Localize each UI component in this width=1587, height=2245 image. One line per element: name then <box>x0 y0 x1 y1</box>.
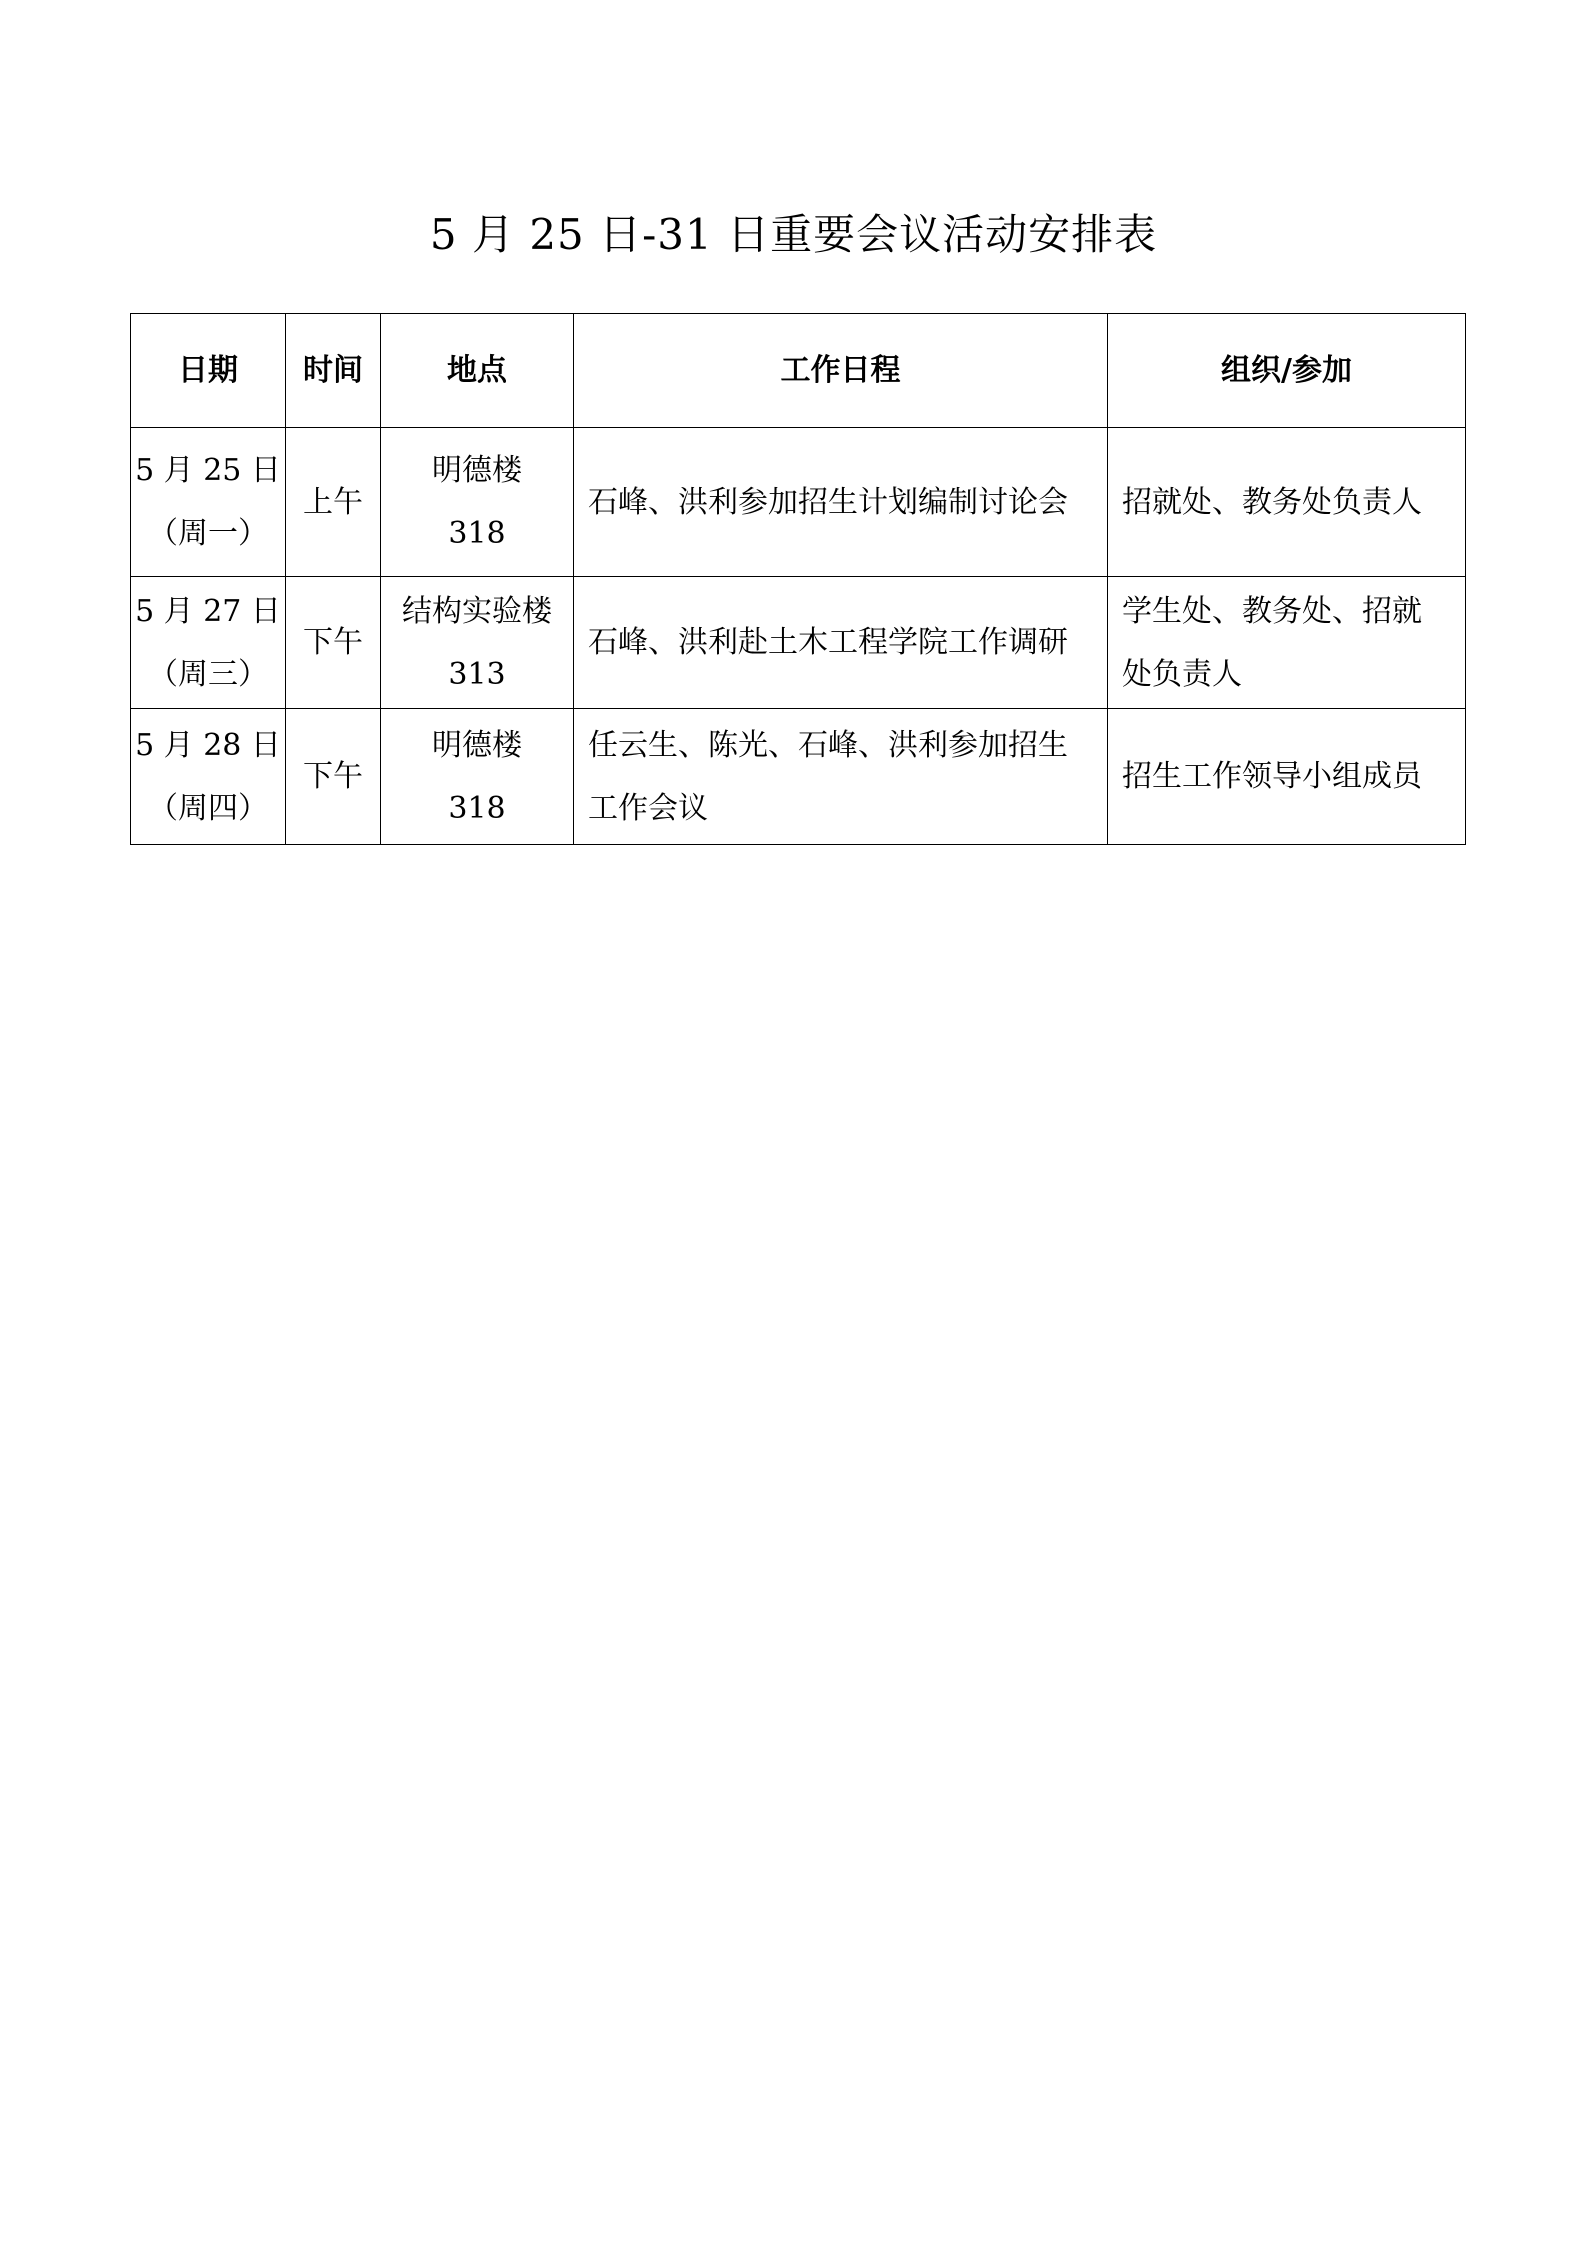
header-organizer: 组织/参加 <box>1108 314 1466 428</box>
time-cell: 下午 <box>286 577 381 709</box>
agenda-text: 石峰、洪利参加招生计划编制讨论会 <box>588 484 1068 520</box>
header-location: 地点 <box>381 314 574 428</box>
weekday-text: （周四） <box>148 790 268 826</box>
location-building: 明德楼 <box>432 727 522 763</box>
agenda-text: 任云生、陈光、石峰、洪利参加招生 <box>588 727 1068 763</box>
agenda-text-continued: 工作会议 <box>588 790 708 826</box>
organizer-cell <box>1108 709 1466 845</box>
header-date: 日期 <box>131 314 286 428</box>
organizer-text: 招生工作领导小组成员 <box>1122 759 1422 794</box>
table-row <box>131 709 1466 845</box>
date-cell <box>131 428 286 577</box>
date-text: 5 月 25 日 <box>135 453 281 488</box>
page-title: 5 月 25 日-31 日重要会议活动安排表 <box>429 210 1158 259</box>
location-cell <box>381 709 574 845</box>
organizer-text: 招就处、教务处负责人 <box>1122 484 1422 520</box>
organizer-cell <box>1108 428 1466 577</box>
weekday-text: （周一） <box>148 516 268 551</box>
date-cell <box>131 577 286 709</box>
location-building: 结构实验楼 <box>402 593 552 629</box>
organizer-text: 学生处、教务处、招就 <box>1122 593 1422 629</box>
table-row <box>131 577 1466 709</box>
location-room: 313 <box>448 656 506 692</box>
time-cell: 上午 <box>286 428 381 577</box>
weekday-text: （周三） <box>148 656 268 692</box>
location-building: 明德楼 <box>432 453 522 488</box>
date-text: 5 月 27 日 <box>135 593 281 629</box>
time-cell: 下午 <box>286 709 381 845</box>
agenda-cell <box>574 428 1108 577</box>
agenda-cell <box>574 709 1108 845</box>
table-row <box>131 428 1466 577</box>
date-text: 5 月 28 日 <box>135 727 281 763</box>
organizer-text-continued: 处负责人 <box>1122 656 1242 692</box>
header-agenda: 工作日程 <box>574 314 1108 428</box>
schedule-table <box>130 313 1466 845</box>
date-cell <box>131 709 286 845</box>
table-header-row <box>131 314 1466 428</box>
location-room: 318 <box>448 516 506 551</box>
organizer-cell <box>1108 577 1466 709</box>
agenda-text: 石峰、洪利赴土木工程学院工作调研 <box>588 625 1068 660</box>
agenda-cell <box>574 577 1108 709</box>
header-time: 时间 <box>286 314 381 428</box>
location-room: 318 <box>448 790 506 826</box>
location-cell <box>381 577 574 709</box>
location-cell <box>381 428 574 577</box>
